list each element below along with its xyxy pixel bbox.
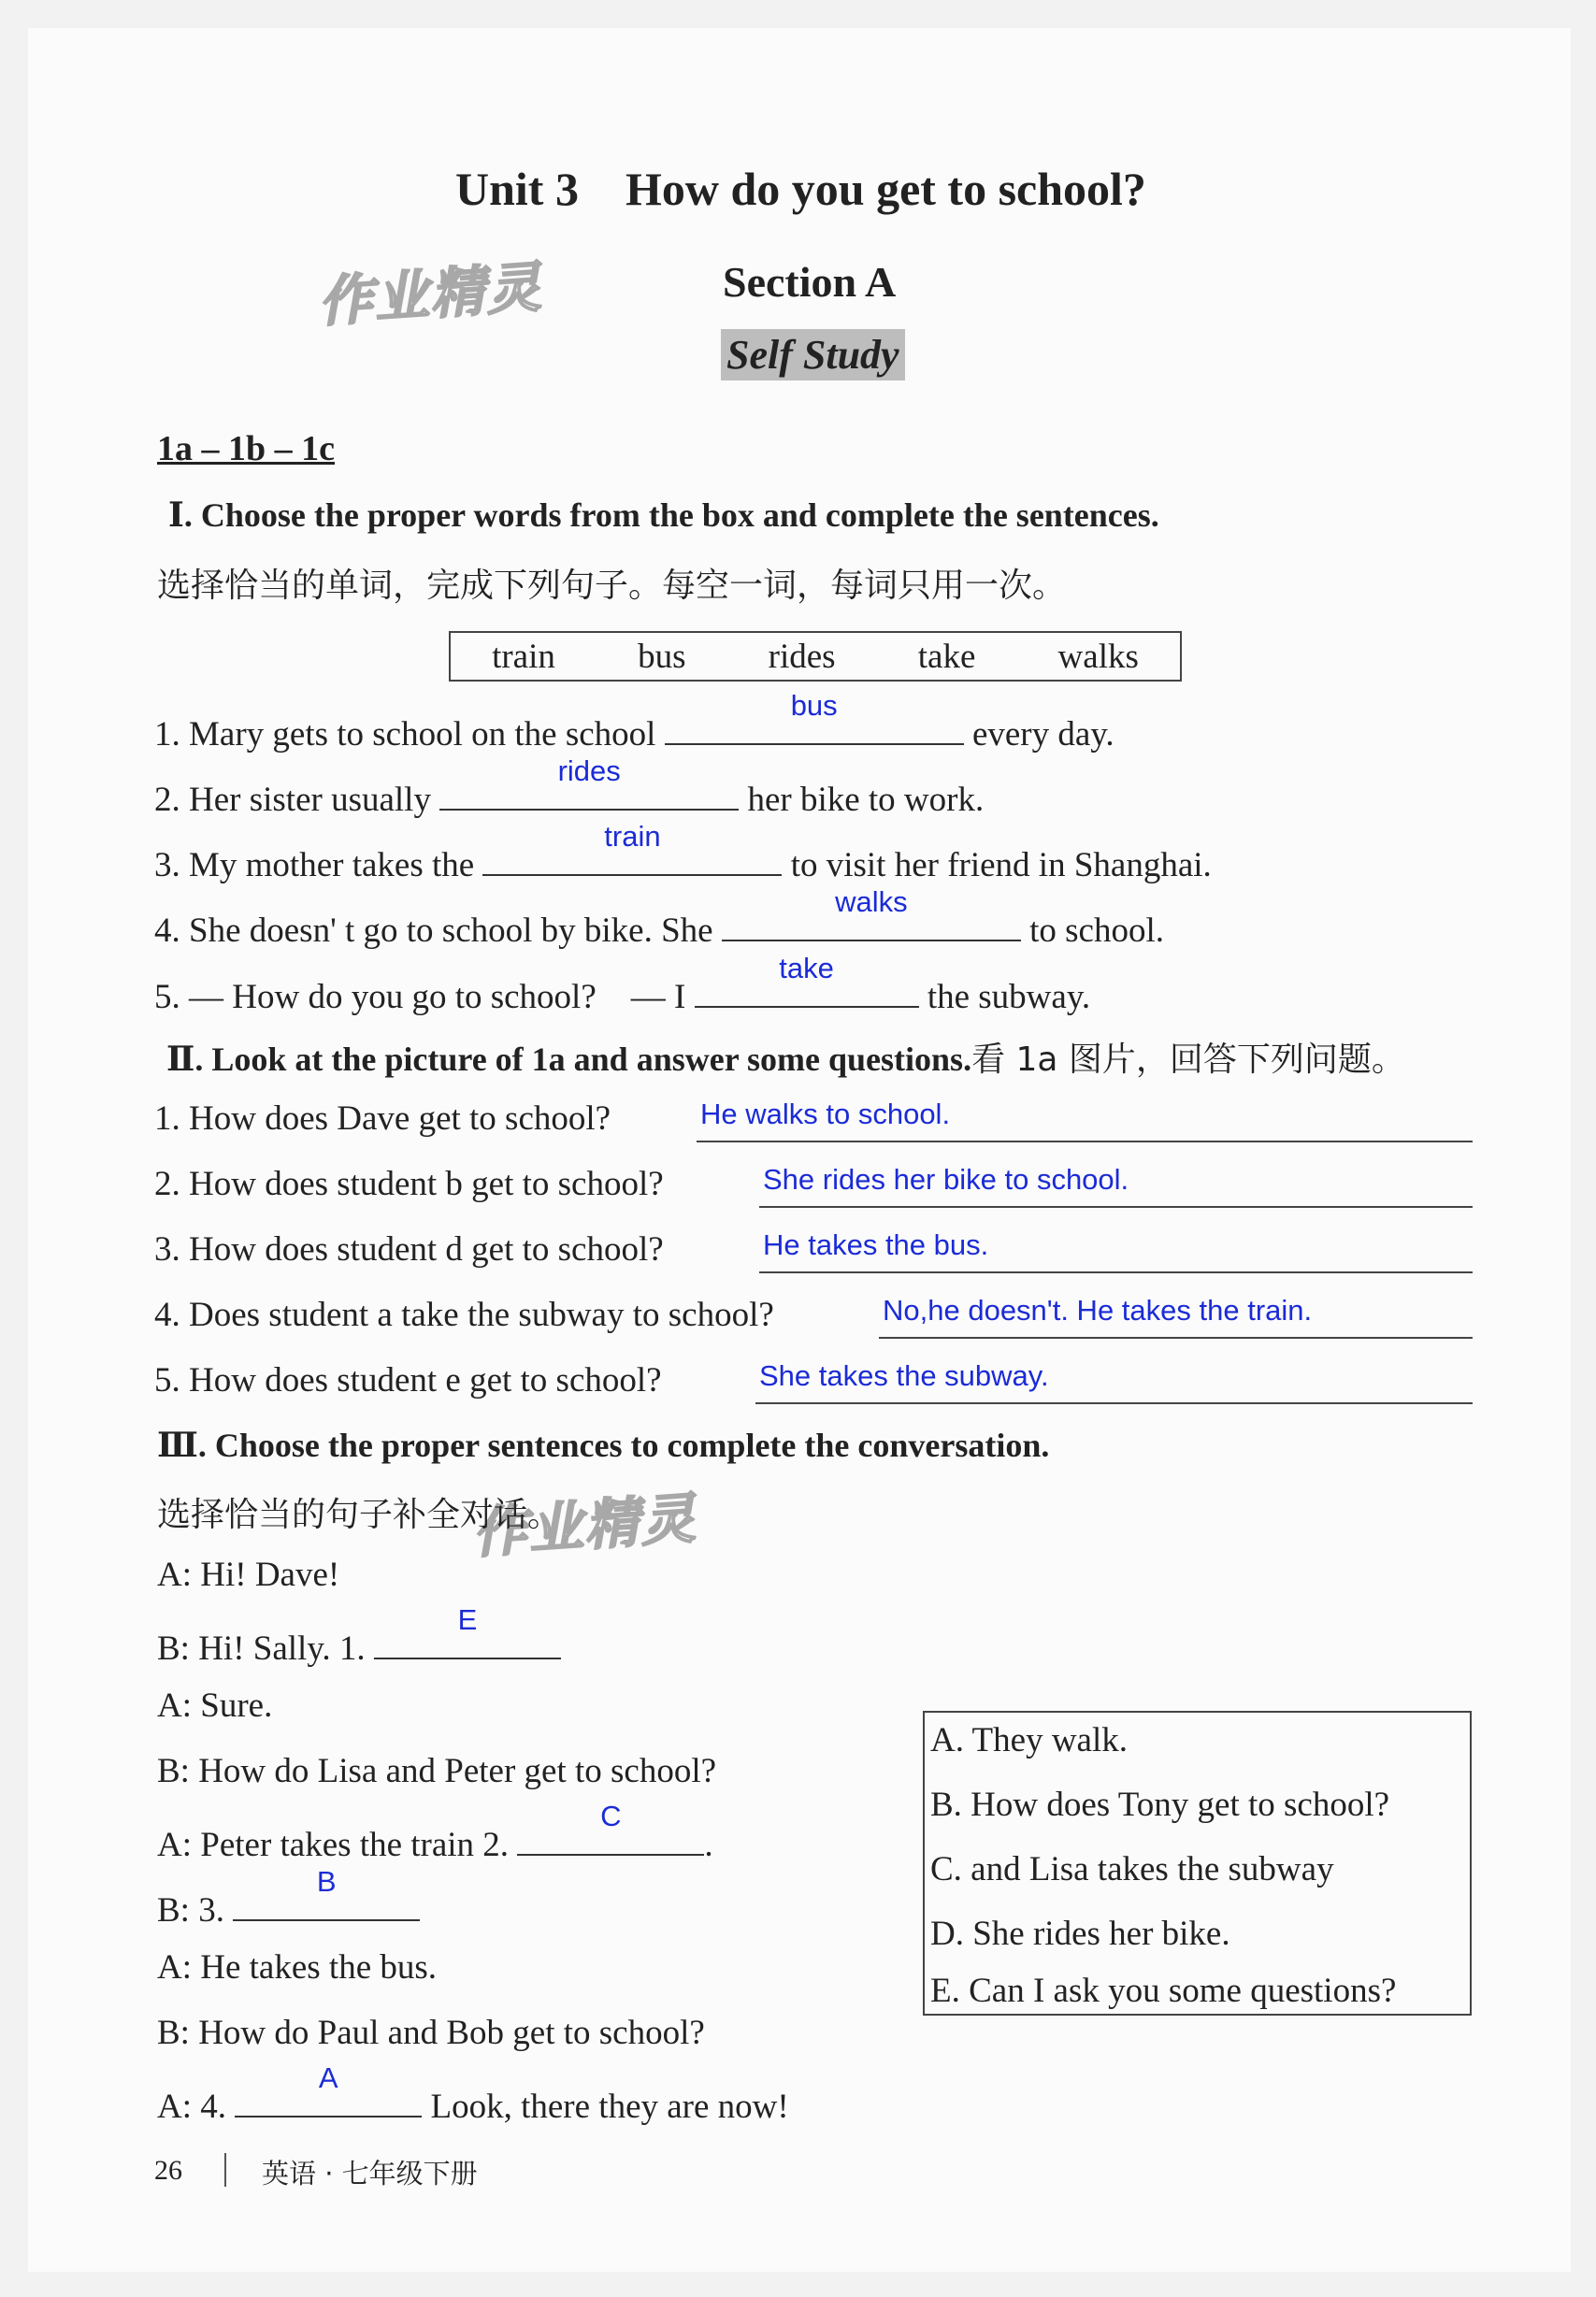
handwritten-answer: B (316, 1865, 337, 1898)
part3-instruction: 选择恰当的句子补全对话。 (157, 1496, 562, 1534)
handwritten-answer: He walks to school. (700, 1098, 951, 1130)
dialog-line: A: Peter takes the train 2. C . (157, 1800, 713, 1864)
handwritten-answer: She rides her bike to school. (763, 1163, 1129, 1196)
word-box-item: bus (638, 637, 686, 676)
footer-divider (224, 2153, 226, 2187)
option-c: C. and Lisa takes the subway (930, 1850, 1334, 1888)
answer-line[interactable] (759, 1163, 1473, 1208)
section-title: Section A (723, 258, 897, 306)
word-box-item: walks (1057, 637, 1139, 676)
part1-item-3: 3. My mother takes the train to visit her friend in Shanghai. (154, 820, 1212, 884)
fill-blank[interactable] (235, 2061, 422, 2118)
option-b: B. How does Tony get to school? (930, 1786, 1390, 1824)
part1-item-5: 5. — How do you go to school? — I take the subway. (154, 952, 1091, 1016)
handwritten-answer: rides (557, 754, 621, 787)
fill-blank[interactable] (439, 754, 739, 811)
handwritten-answer: bus (790, 689, 838, 722)
answer-line[interactable] (879, 1294, 1473, 1339)
handwritten-answer: take (779, 952, 834, 984)
dialog-line: B: How do Lisa and Peter get to school? (157, 1752, 717, 1790)
fill-blank[interactable] (482, 820, 782, 876)
part2-question-1: 1. How does Dave get to school? (154, 1099, 611, 1138)
self-study-label: Self Study (721, 329, 905, 380)
options-box (923, 1711, 1472, 2016)
part2-question-3: 3. How does student d get to school? (154, 1230, 664, 1269)
word-box (449, 631, 1182, 682)
part1-item-1: 1. Mary gets to school on the school bus every day. (154, 689, 1114, 754)
handwritten-answer: She takes the subway. (759, 1359, 1049, 1392)
handwritten-answer: C (600, 1800, 622, 1832)
answer-line[interactable] (755, 1359, 1473, 1404)
fill-blank[interactable] (233, 1865, 420, 1921)
dialog-line: A: Sure. (157, 1687, 273, 1725)
part3-heading: Ⅲ. Choose the proper sentences to complete the conversation. (157, 1427, 1050, 1464)
answer-line[interactable] (759, 1228, 1473, 1273)
subheading: 1a – 1b – 1c (157, 429, 335, 468)
handwritten-answer: No,he doesn't. He takes the train. (883, 1294, 1313, 1327)
fill-blank[interactable] (374, 1603, 561, 1659)
option-d: D. She rides her bike. (930, 1915, 1230, 1953)
part1-heading: Ⅰ. Choose the proper words from the box and complete the sentences. (168, 496, 1159, 534)
page-number: 26 (154, 2155, 182, 2186)
part2-question-2: 2. How does student b get to school? (154, 1165, 664, 1203)
answer-line[interactable] (697, 1098, 1473, 1142)
word-box-item: rides (768, 637, 836, 676)
handwritten-answer: He takes the bus. (763, 1228, 989, 1261)
dialog-line: B: 3. B (157, 1882, 420, 1931)
dialog-line: A: 4. A Look, there they are now! (157, 2061, 789, 2126)
fill-blank[interactable] (695, 952, 919, 1008)
watermark-top: 作业精灵 (316, 254, 545, 335)
option-e: E. Can I ask you some questions? (930, 1972, 1397, 2010)
part2-question-4: 4. Does student a take the subway to school? (154, 1296, 774, 1334)
part1-item-2: 2. Her sister usually rides her bike to work. (154, 754, 985, 819)
dialog-line: A: Hi! Dave! (157, 1556, 340, 1594)
dialog-line: B: Hi! Sally. 1. E (157, 1620, 561, 1669)
dialog-line: B: How do Paul and Bob get to school? (157, 2014, 705, 2052)
handwritten-answer: walks (835, 885, 908, 918)
word-box-item: take (917, 637, 976, 676)
handwritten-answer: E (457, 1603, 478, 1636)
fill-blank[interactable] (722, 885, 1021, 941)
part2-heading: Ⅱ. Look at the picture of 1a and answer some questions.看 1a 图片，回答下列问题。 (166, 1041, 1405, 1079)
handwritten-answer: A (318, 2061, 338, 2094)
handwritten-answer: train (604, 820, 661, 853)
word-box-item: train (492, 637, 555, 676)
book-title: 英语 · 七年级下册 (262, 2158, 478, 2189)
page-title: Unit 3 How do you get to school? (455, 163, 1146, 215)
part1-instruction: 选择恰当的单词，完成下列句子。每空一词，每词只用一次。 (157, 567, 1067, 605)
part2-question-5: 5. How does student e get to school? (154, 1361, 662, 1400)
dialog-line: A: He takes the bus. (157, 1948, 438, 1987)
option-a: A. They walk. (930, 1721, 1128, 1759)
fill-blank[interactable] (665, 689, 964, 745)
fill-blank[interactable] (517, 1800, 704, 1856)
watermark-middle: 作业精灵 (470, 1486, 699, 1566)
part1-item-4: 4. She doesn' t go to school by bike. She walks to school. (154, 885, 1164, 950)
